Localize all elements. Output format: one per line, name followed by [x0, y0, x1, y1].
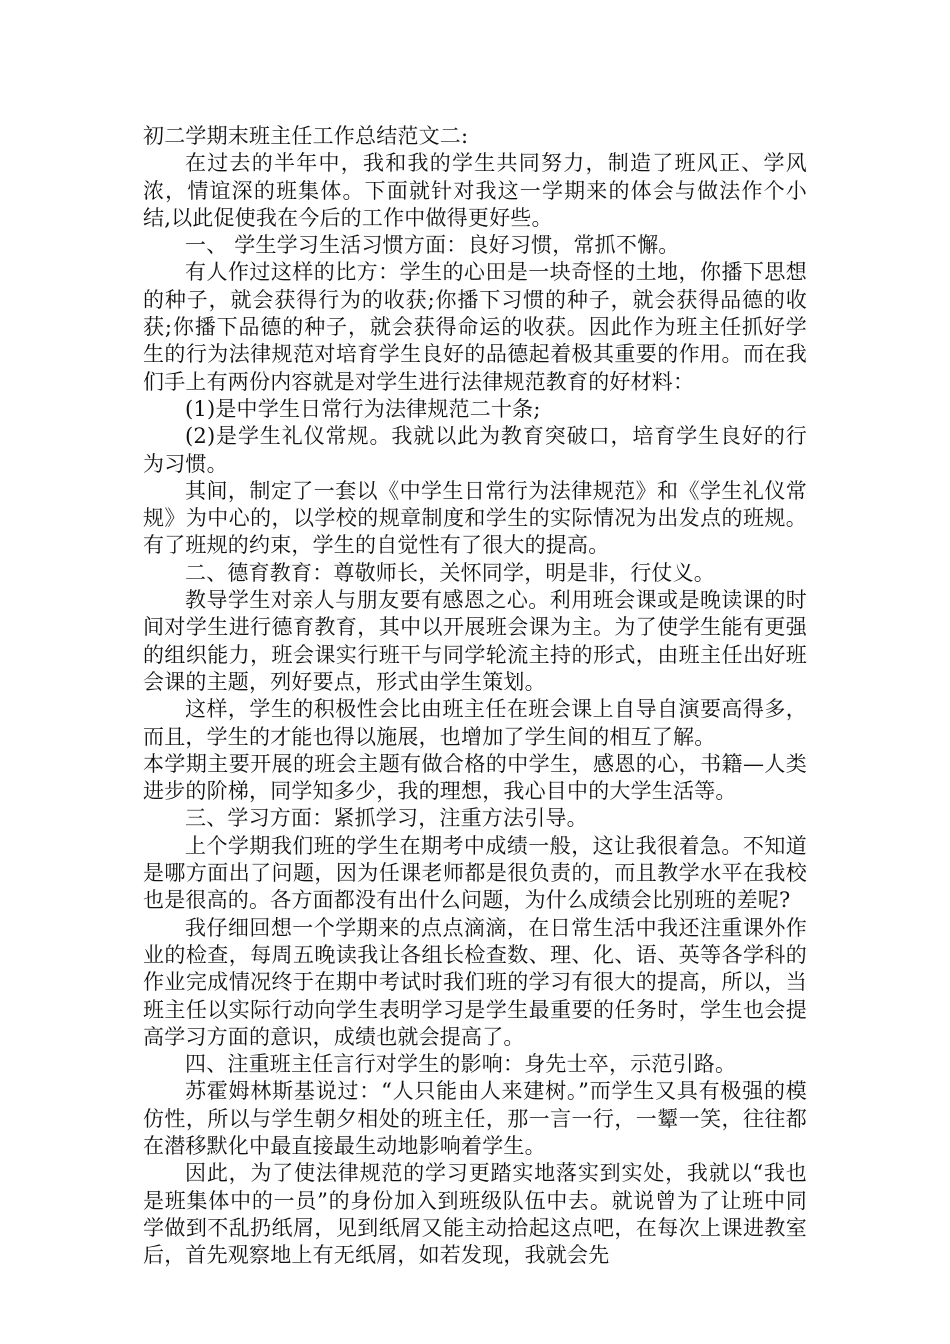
paragraph-analogy: 有人作过这样的比方：学生的心田是一块奇怪的土地，你播下思想的种子，就会获得行为的收获;你播下习惯的种子，就会获得品德的收获;你播下品德的种子，就会获得命运的收获。因此作为班主任抓好学生的行为法律规范对培育学生良好的品德起着极其重要的作用。而在我们手上有两份内容就是对学生进行法律规范教育的好材料： — [143, 260, 807, 394]
section-heading-study: 三、学习方面：紧抓学习，注重方法引导。 — [185, 806, 588, 831]
paragraph-quote: 苏霍姆林斯基说过：“人只能由人来建树。”而学生又具有极强的模仿性，所以与学生朝夕相处的班主任，那一言一行，一颦一笑，往往都在潜移默化中最直接最生动地影响着学生。 — [143, 1079, 807, 1158]
list-item-1: (1)是中学生日常行为法律规范二十条; — [185, 396, 541, 421]
paragraph-participation: 因此，为了使法律规范的学习更踏实地落实到实处，我就以“我也是班集体中的一员”的身份加入到班级队伍中去。就说曾为了让班中同学做到不乱扔纸屑，见到纸屑又能主动拾起这点吧，在每次上课进教室后，首先观察地上有无纸屑，如若发现，我就会先 — [143, 1161, 807, 1268]
paragraph-intro: 在过去的半年中，我和我的学生共同努力，制造了班风正、学风浓，情谊深的班集体。下面就针对我这一学期来的体会与做法作个小结,以此促使我在今后的工作中做得更好些。 — [143, 151, 807, 230]
section-heading-example: 四、注重班主任言行对学生的影响：身先士卒，示范引路。 — [185, 1052, 737, 1077]
list-item-2: (2)是学生礼仪常规。我就以此为教育突破口，培育学生良好的行为习惯。 — [143, 424, 807, 476]
paragraph-class-rules: 其间，制定了一套以《中学生日常行为法律规范》和《学生礼仪常规》为中心的，以学校的规章制度和学生的实际情况为出发点的班规。有了班规的约束，学生的自觉性有了很大的提高。 — [143, 478, 807, 558]
paragraph-exam-results: 上个学期我们班的学生在期考中成绩一般，这让我很着急。不知道是哪方面出了问题，因为任课老师都是很负责的，而且教学水平在我校也是很高的。各方面都没有出什么问题，为什么成绩会比别班的差呢? — [143, 833, 807, 913]
paragraph-homework-check: 我仔细回想一个学期来的点点滴滴，在日常生活中我还注重课外作业的检查，每周五晚读我让各组长检查数、理、化、语、英等各学科的作业完成情况终于在期中考试时我们班的学习有很大的提高，所以，当班主任以实际行动向学生表明学习是学生最重要的任务时，学生也会提高学习方面的意识，成绩也就会提高了。 — [143, 915, 807, 1049]
section-heading-habits: 一、 学生学习生活习惯方面：良好习惯，常抓不懈。 — [185, 233, 680, 258]
section-heading-moral: 二、德育教育：尊敬师长，关怀同学，明是非，行仗义。 — [185, 560, 715, 585]
paragraph-themes: 本学期主要开展的班会主题有做合格的中学生，感恩的心，书籍—人类进步的阶梯，同学知多少，我的理想，我心目中的大学生活等。 — [143, 751, 807, 804]
document-title: 初二学期末班主任工作总结范文二: — [143, 124, 469, 148]
paragraph-initiative: 这样，学生的积极性会比由班主任在班会课上自导自演要高得多，而且，学生的才能也得以施展，也增加了学生间的相互了解。 — [143, 697, 807, 749]
paragraph-gratitude: 教导学生对亲人与朋友要有感恩之心。利用班会课或是晚读课的时间对学生进行德育教育，其中以开展班会课为主。为了使学生能有更强的组织能力，班会课实行班干与同学轮流主持的形式，由班主任出好班会课的主题，列好要点，形式由学生策划。 — [143, 588, 807, 694]
document-body — [143, 123, 807, 1269]
